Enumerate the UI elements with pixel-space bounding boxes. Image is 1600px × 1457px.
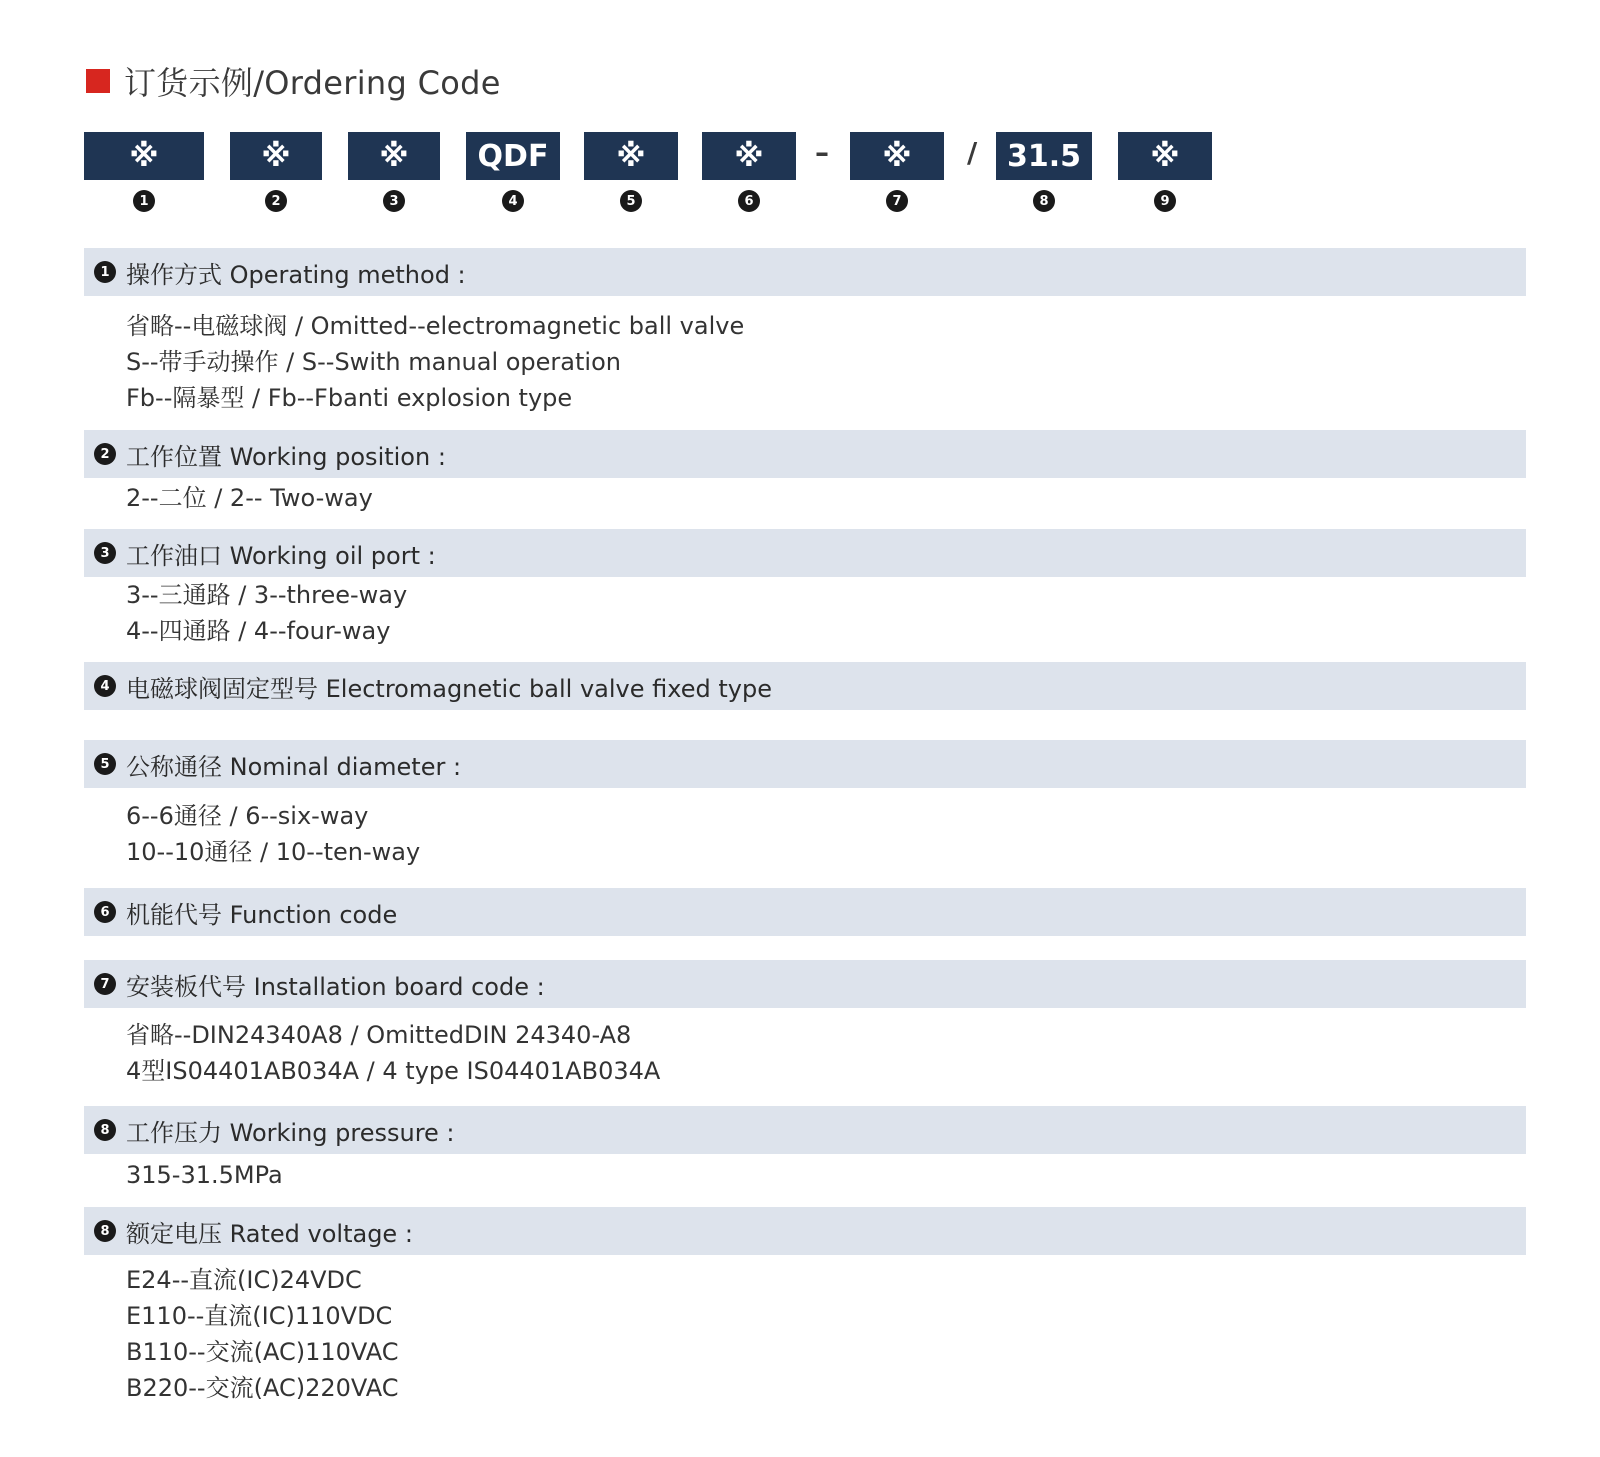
- ordering-code-row: [84, 132, 1284, 232]
- title-marker: [86, 69, 110, 93]
- section-items-installation-board-code: [126, 1017, 1426, 1089]
- code-box-7: ※: [850, 132, 944, 180]
- code-number-4: 4: [502, 190, 524, 212]
- list-item: E110--直流(IC)110VDC: [126, 1302, 393, 1330]
- section-title-working-position: 工作位置 Working position :: [126, 442, 446, 471]
- section-number-6: 6: [94, 901, 116, 923]
- section-header-function-code: [84, 888, 1526, 936]
- section-items-nominal-diameter: [126, 798, 1426, 870]
- code-box-9: ※: [1118, 132, 1212, 180]
- list-item: S--带手动操作 / S--Swith manual operation: [126, 348, 621, 376]
- list-item: 4型IS04401AB034A / 4 type IS04401AB034A: [126, 1057, 661, 1085]
- section-number-9: 8: [94, 1220, 116, 1242]
- code-separator-dash: –: [815, 136, 829, 169]
- section-title-function-code: 机能代号 Function code: [126, 900, 398, 929]
- list-item: 省略--电磁球阀 / Omitted--electromagnetic ball valve: [126, 312, 745, 340]
- code-item-7: [850, 132, 944, 209]
- section-header-valve-fixed-type: [84, 662, 1526, 710]
- list-item: 6--6通径 / 6--six-way: [126, 802, 369, 830]
- section-title-working-pressure: 工作压力 Working pressure :: [126, 1118, 455, 1147]
- section-items-operating-method: [126, 308, 1426, 416]
- code-box-5: ※: [584, 132, 678, 180]
- section-items-working-pressure: [126, 1157, 1426, 1193]
- section-header-rated-voltage: [84, 1207, 1526, 1255]
- code-number-1: 1: [133, 190, 155, 212]
- code-number-7: 7: [886, 190, 908, 212]
- code-item-3: [348, 132, 440, 209]
- section-header-working-pressure: [84, 1106, 1526, 1154]
- code-number-2: 2: [265, 190, 287, 212]
- section-title-nominal-diameter: 公称通径 Nominal diameter :: [126, 752, 462, 781]
- list-item: Fb--隔暴型 / Fb--Fbanti explosion type: [126, 384, 573, 412]
- list-item: B110--交流(AC)110VAC: [126, 1338, 399, 1366]
- code-box-6: ※: [702, 132, 796, 180]
- list-item: 3--三通路 / 3--three-way: [126, 581, 408, 609]
- section-number-7: 7: [94, 973, 116, 995]
- section-number-2: 2: [94, 443, 116, 465]
- list-item: 2--二位 / 2-- Two-way: [126, 484, 373, 512]
- list-item: E24--直流(IC)24VDC: [126, 1266, 362, 1294]
- section-title-working-oil-port: 工作油口 Working oil port :: [126, 541, 436, 570]
- section-title-valve-fixed-type: 电磁球阀固定型号 Electromagnetic ball valve fixed type: [126, 674, 772, 703]
- code-item-6: [702, 132, 796, 209]
- section-number-5: 5: [94, 753, 116, 775]
- code-item-5: [584, 132, 678, 209]
- code-box-3: ※: [348, 132, 440, 180]
- section-number-8: 8: [94, 1119, 116, 1141]
- code-separator-slash: /: [967, 136, 978, 169]
- code-item-4: [466, 132, 560, 209]
- section-items-working-position: [126, 480, 1426, 516]
- section-items-rated-voltage: [126, 1262, 1426, 1406]
- section-header-working-position: [84, 430, 1526, 478]
- code-box-1: ※: [84, 132, 204, 180]
- code-box-2: ※: [230, 132, 322, 180]
- code-number-8: 8: [1033, 190, 1055, 212]
- page-title-text: 订货示例/Ordering Code: [124, 64, 501, 102]
- section-header-nominal-diameter: [84, 740, 1526, 788]
- section-title-installation-board-code: 安装板代号 Installation board code :: [126, 972, 545, 1001]
- code-item-8: [996, 132, 1092, 209]
- list-item: 4--四通路 / 4--four-way: [126, 617, 391, 645]
- code-number-5: 5: [620, 190, 642, 212]
- section-header-installation-board-code: [84, 960, 1526, 1008]
- section-number-3: 3: [94, 542, 116, 564]
- section-title-rated-voltage: 额定电压 Rated voltage :: [126, 1219, 413, 1248]
- section-title-operating-method: 操作方式 Operating method :: [126, 260, 466, 289]
- code-box-4: QDF: [466, 132, 560, 180]
- section-number-4: 4: [94, 675, 116, 697]
- code-item-9: [1118, 132, 1212, 209]
- list-item: B220--交流(AC)220VAC: [126, 1374, 399, 1402]
- list-item: 315-31.5MPa: [126, 1161, 283, 1189]
- code-number-6: 6: [738, 190, 760, 212]
- code-item-2: [230, 132, 322, 209]
- code-item-1: [84, 132, 204, 209]
- code-number-9: 9: [1154, 190, 1176, 212]
- section-number-1: 1: [94, 261, 116, 283]
- code-number-3: 3: [383, 190, 405, 212]
- page-title: [86, 58, 501, 104]
- section-items-working-oil-port: [126, 577, 1426, 649]
- section-header-working-oil-port: [84, 529, 1526, 577]
- list-item: 省略--DIN24340A8 / OmittedDIN 24340-A8: [126, 1021, 632, 1049]
- code-box-8: 31.5: [996, 132, 1092, 180]
- section-header-operating-method: [84, 248, 1526, 296]
- list-item: 10--10通径 / 10--ten-way: [126, 838, 421, 866]
